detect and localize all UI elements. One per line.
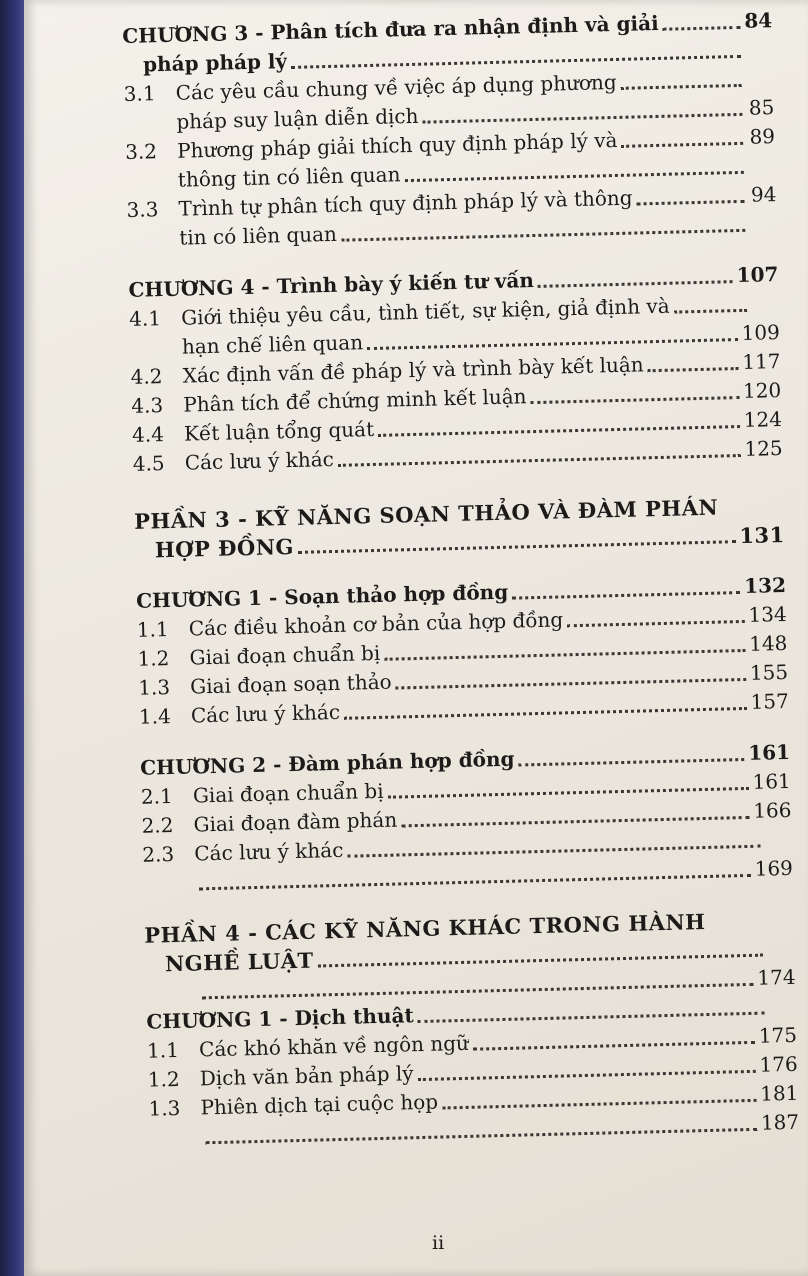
toc-entry-title: tin có liên quan — [178, 221, 338, 250]
toc-entry-title: Các lưu ý khác — [190, 699, 341, 728]
toc-section-number: 1.2 — [147, 1066, 180, 1092]
toc-entry-title: CHƯƠNG 4 - Trình bày ý kiến tư vấn — [128, 268, 535, 302]
toc-section-number: 2.1 — [140, 783, 174, 809]
toc-page-number: 157 — [750, 688, 790, 714]
toc-leader-dots — [384, 649, 745, 661]
toc-leader-dots — [442, 1099, 756, 1110]
toc-leader-dots — [418, 1070, 756, 1081]
toc-leader-dots — [401, 816, 749, 828]
toc-entry-title: Giai đoạn chuẩn bị — [189, 640, 381, 670]
toc-leader-dots — [388, 787, 749, 799]
toc-entry-title: Kết luận tổng quát — [183, 416, 375, 446]
toc-entry-title: PHẦN 3 - KỸ NĂNG SOẠN THẢO VÀ ĐÀM PHÁN — [133, 494, 719, 534]
toc-page-number: 181 — [759, 1080, 799, 1106]
toc-leader-dots — [396, 678, 746, 690]
toc-leader-dots — [531, 396, 740, 404]
toc-page-number: 134 — [748, 601, 787, 627]
toc-entry-title: Các điều khoản cơ bản của hợp đồng — [188, 607, 564, 641]
toc-entry-title: Giới thiệu yêu cầu, tình tiết, sự kiện, giả định và — [180, 293, 670, 330]
toc-entry-title: CHƯƠNG 1 - Dịch thuật — [146, 1003, 414, 1034]
toc-page-number: 109 — [741, 320, 781, 345]
toc-section-number: 1.3 — [137, 675, 171, 700]
toc-entry-title: pháp pháp lý — [142, 48, 288, 77]
toc-page-number: 166 — [752, 797, 792, 823]
toc-section-number: 4.4 — [131, 422, 165, 447]
toc-page-number: 161 — [752, 768, 792, 794]
toc-entry-title: pháp suy luận diễn dịch — [176, 103, 419, 134]
toc-entry-title: Phương pháp giải thích quy định pháp lý và — [176, 127, 618, 163]
toc-leader-dots — [473, 1041, 755, 1051]
toc-entry-title: Các khó khăn về ngôn ngữ — [198, 1030, 470, 1062]
toc-section-number: 1.1 — [146, 1037, 180, 1063]
toc-section-number: 2.2 — [141, 812, 174, 838]
toc-entry-title: Trình tự phân tích quy định pháp lý và thông — [178, 185, 633, 221]
toc-leader-dots — [538, 280, 733, 288]
table-of-contents — [122, 6, 799, 1153]
toc-leader-dots — [621, 84, 742, 90]
toc-section-number: 1.1 — [136, 617, 169, 642]
toc-page-number: 85 — [748, 95, 775, 120]
toc-leader-dots — [648, 367, 739, 372]
toc-entry-title: CHƯƠNG 3 - Phân tích đưa ra nhận định và giải — [122, 10, 659, 48]
toc-entry-title: NGHỀ LUẬT — [164, 947, 314, 977]
toc-leader-dots — [405, 171, 744, 182]
toc-leader-dots — [205, 1128, 757, 1144]
toc-entry-title: Phân tích để chứng minh kết luận — [183, 384, 527, 417]
toc-entry-title: CHƯƠNG 1 - Soạn thảo hợp đồng — [135, 579, 509, 613]
toc-entry-title: CHƯƠNG 2 - Đàm phán hợp đồng — [139, 746, 515, 780]
toc-section-number: 4.3 — [131, 393, 164, 418]
toc-section-number: 3.3 — [126, 197, 159, 222]
toc-entry-title: Các lưu ý khác — [184, 446, 335, 475]
toc-entry-title: hạn chế liên quan — [181, 330, 364, 359]
toc-page-number: 107 — [736, 262, 779, 288]
toc-entry-title: HỢP ĐỒNG — [154, 533, 295, 563]
toc-leader-dots — [663, 26, 741, 31]
toc-leader-dots — [519, 758, 745, 767]
toc-section-number: 1.2 — [137, 646, 170, 671]
toc-page-number: 131 — [739, 521, 786, 549]
toc-entry-title: Giai đoạn đàm phán — [193, 807, 398, 837]
page-number: ii — [432, 1232, 445, 1254]
toc-page-number: 148 — [748, 630, 788, 656]
toc-page-number: 161 — [748, 739, 791, 765]
toc-section-number: 1.3 — [148, 1095, 181, 1121]
toc-leader-dots — [512, 591, 740, 600]
toc-entry-title — [150, 1151, 202, 1152]
book-page — [24, 0, 808, 1276]
toc-page-number: 120 — [742, 378, 782, 403]
toc-page-number: 94 — [750, 182, 777, 207]
toc-page-number: 155 — [749, 659, 789, 685]
toc-leader-dots — [674, 309, 748, 314]
toc-leader-dots — [418, 1012, 765, 1023]
toc-page-number: 117 — [742, 349, 781, 374]
toc-page-number: 174 — [757, 964, 796, 990]
toc-leader-dots — [367, 338, 738, 350]
toc-leader-dots — [637, 200, 745, 206]
toc-page-number: 89 — [749, 124, 776, 149]
toc-section-number: 4.1 — [128, 306, 162, 331]
toc-entry-title: thông tin có liên quan — [177, 162, 401, 192]
toc-section-number: 4.2 — [130, 364, 163, 389]
toc-leader-dots — [378, 425, 740, 437]
toc-page-number: 84 — [744, 8, 773, 33]
toc-section-number: 4.5 — [132, 451, 165, 476]
toc-section-number: 2.3 — [142, 841, 175, 867]
toc-section-number: 3.2 — [124, 139, 158, 164]
toc-entry-title: Giai đoạn soạn thảo — [189, 669, 392, 699]
toc-page-number: 169 — [754, 855, 794, 881]
toc-page-number: 175 — [758, 1022, 798, 1048]
toc-entry-title: Giai đoạn chuẩn bị — [192, 778, 384, 808]
toc-entry-title: PHẦN 4 - CÁC KỸ NĂNG KHÁC TRONG HÀNH — [144, 909, 706, 948]
toc-page-number: 124 — [743, 406, 783, 432]
toc-leader-dots — [423, 113, 743, 124]
toc-entry-title: Dịch văn bản pháp lý — [199, 1061, 414, 1091]
toc-leader-dots — [567, 620, 744, 627]
toc-section-number: 1.4 — [138, 704, 172, 729]
toc-page-number: 187 — [760, 1109, 800, 1135]
toc-page-number: 176 — [759, 1051, 798, 1077]
toc-section-number: 3.1 — [123, 81, 156, 106]
toc-entry-title: Các yêu cầu chung về việc áp dụng phương — [175, 69, 617, 105]
toc-entry-title: Xác định vấn đề pháp lý và trình bày kết luận — [182, 352, 644, 388]
toc-entry-title: Phiên dịch tại cuộc họp — [200, 1089, 439, 1120]
toc-leader-dots — [622, 142, 744, 148]
toc-entry-title: Các lưu ý khác — [194, 837, 344, 866]
book-spine — [0, 0, 26, 1276]
toc-page-number: 132 — [743, 572, 787, 598]
toc-page-number: 125 — [744, 435, 783, 461]
